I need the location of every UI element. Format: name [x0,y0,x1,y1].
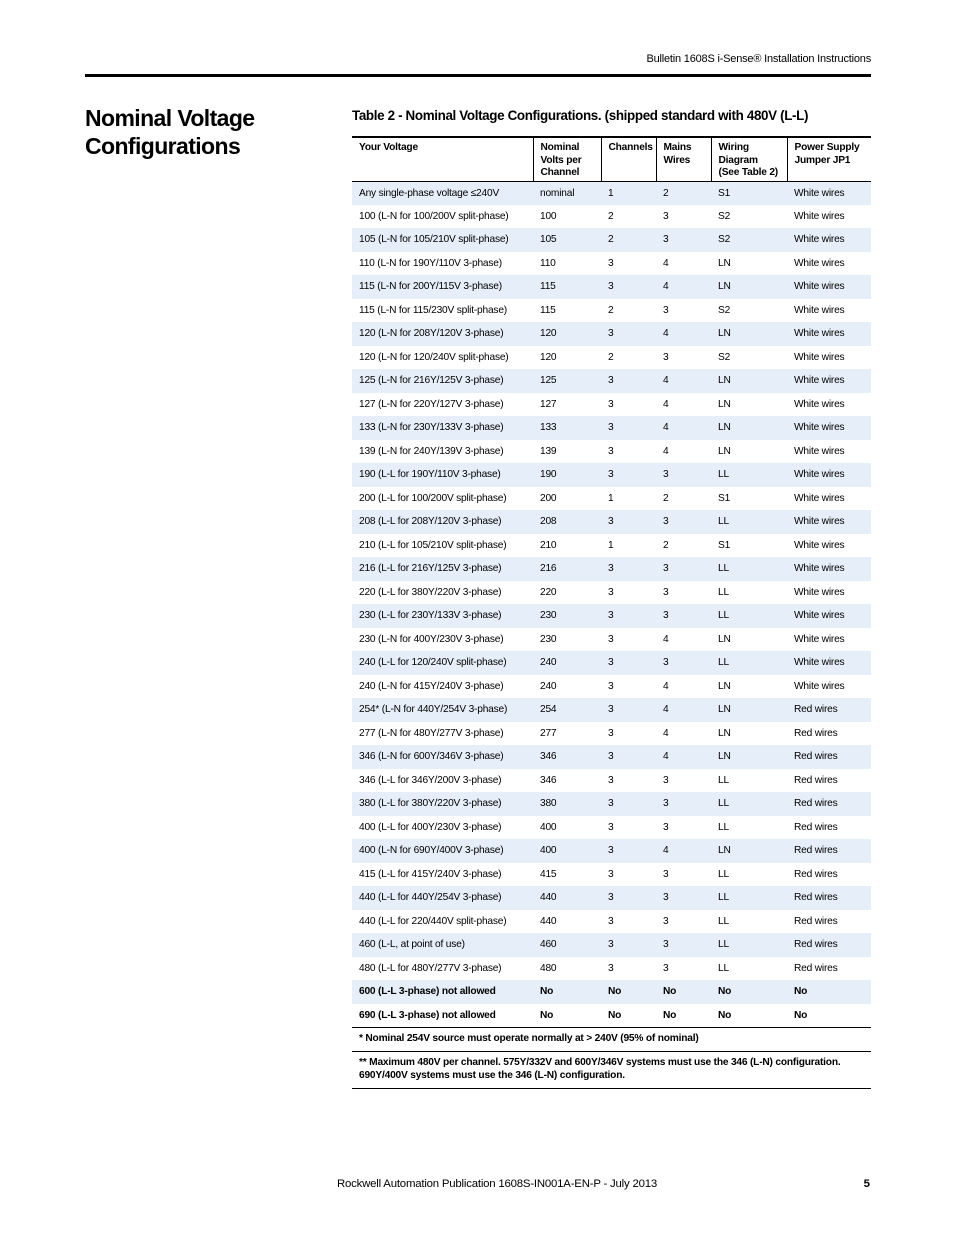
table-cell: 3 [656,604,711,628]
table-cell: 4 [663,398,669,410]
table-cell: Red wires [787,839,871,863]
table-cell: LL [711,557,787,581]
table-cell: 3 [601,886,656,910]
table-cell: 2 [663,492,669,504]
table-cell: 2 [601,228,656,252]
table-cell: White wires [787,181,871,205]
table-cell: White wires [794,633,845,645]
table-cell: 100 (L-N for 100/200V split-phase) [359,210,509,222]
table-cell: 3 [601,698,656,722]
table-cell: 216 [533,557,601,581]
table-cell: Red wires [787,792,871,816]
table-cell: 3 [601,369,656,393]
table-cell: 105 (L-N for 105/210V split-phase) [352,228,533,252]
table-cell: LN [718,727,731,739]
table-cell: 1 [608,492,614,504]
table-row [352,886,871,910]
table-row [352,440,871,464]
table-row [352,698,871,722]
table-cell: LN [711,275,787,299]
table-row [352,393,871,417]
table-row [352,205,871,229]
table-cell: LN [718,445,731,457]
table-cell: 230 (L-L for 230Y/133V 3-phase) [352,604,533,628]
table-cell: 120 [540,351,557,363]
table-row [352,369,871,393]
table-cell: 2 [608,351,614,363]
table-row [352,252,871,276]
table-caption: Table 2 - Nominal Voltage Configurations. (shipped standard with 480V (L-L) [352,108,809,123]
table-cell: 346 [540,774,557,786]
table-cell: White wires [794,492,845,504]
table-cell: Red wires [787,745,871,769]
table-cell: White wires [787,557,871,581]
table-cell: 3 [663,586,669,598]
table-cell: LL [711,651,787,675]
table-cell: 139 (L-N for 240Y/139V 3-phase) [359,445,504,457]
table-cell: LN [711,322,787,346]
table-cell: 3 [601,510,656,534]
table-body [352,181,871,1027]
column-header: Channels [601,137,656,181]
table-cell: 210 (L-L for 105/210V split-phase) [359,539,507,551]
table-cell: LN [711,698,787,722]
table-row [352,322,871,346]
table-footnote: * Nominal 254V source must operate normally at > 240V (95% of nominal) [352,1028,871,1053]
table-cell: 400 (L-L for 400Y/230V 3-phase) [359,821,502,833]
table-cell: 120 (L-N for 208Y/120V 3-phase) [352,322,533,346]
running-header: Bulletin 1608S i-Sense® Installation Instructions [646,53,871,65]
table-cell: 460 (L-L, at point of use) [352,933,533,957]
table-row [352,980,871,1004]
table-cell: 220 [540,586,557,598]
table-cell: 208 [533,510,601,534]
table-cell: S1 [718,492,731,504]
table-row [352,816,871,840]
table-cell: 3 [608,868,614,880]
table-cell: 4 [663,680,669,692]
table-cell: 127 (L-N for 220Y/127V 3-phase) [359,398,504,410]
table-cell: 480 [540,962,557,974]
table-cell: 254* (L-N for 440Y/254V 3-phase) [352,698,533,722]
table-cell: 3 [601,933,656,957]
table-cell: White wires [794,680,845,692]
table-row [352,275,871,299]
table-cell: No [601,980,656,1004]
table-cell: LL [711,463,787,487]
table-cell: 3 [663,774,669,786]
table-cell: 690 (L-L 3-phase) not allowed [352,1004,533,1028]
table-cell: 3 [601,275,656,299]
table-cell: 3 [663,210,669,222]
table-cell: 4 [656,275,711,299]
publication-footer: Rockwell Automation Publication 1608S-IN001A-EN-P - July 2013 [337,1178,657,1190]
table-cell: 3 [601,651,656,675]
table-cell: Red wires [787,933,871,957]
table-cell: 277 [540,727,557,739]
table-row [352,416,871,440]
table-row [352,181,871,205]
table-cell: 3 [601,557,656,581]
table-cell: Red wires [794,868,838,880]
table-cell: 200 (L-L for 100/200V split-phase) [359,492,507,504]
table-cell: LL [718,586,729,598]
table-cell: 110 [540,257,556,269]
table-cell: Red wires [794,727,838,739]
table-cell: Red wires [787,698,871,722]
table-cell: 115 (L-N for 115/230V split-phase) [359,304,507,316]
table-cell: S1 [718,539,731,551]
table-cell: LN [711,745,787,769]
table-cell: 115 [533,275,601,299]
table-cell: 440 [540,915,557,927]
table-cell: No [787,980,871,1004]
table-cell: No [533,1004,601,1028]
table-cell: 120 [533,322,601,346]
table-cell: White wires [787,463,871,487]
table-cell: 3 [656,651,711,675]
table-cell: 240 [533,651,601,675]
table-row [352,346,871,370]
table-cell: 230 [540,633,557,645]
table-cell: White wires [787,510,871,534]
table-cell: Red wires [794,774,838,786]
table-cell: 400 [533,839,601,863]
table-cell: 415 [540,868,557,880]
table-cell: 3 [608,821,614,833]
table-cell: 440 [533,886,601,910]
table-cell: 200 [540,492,557,504]
column-header: Mains Wires [656,137,711,181]
table-cell: 4 [656,698,711,722]
table-row [352,628,871,652]
table-cell: 3 [656,792,711,816]
table-cell: nominal [533,181,601,205]
table-cell: LL [718,774,729,786]
table-cell: S1 [711,181,787,205]
table-cell: LL [718,821,729,833]
table-cell: LN [711,416,787,440]
table-row [352,910,871,934]
table-cell: 133 [533,416,601,440]
table-cell: 220 (L-L for 380Y/220V 3-phase) [359,586,502,598]
table-cell: 600 (L-L 3-phase) not allowed [352,980,533,1004]
table-cell: LL [718,915,729,927]
table-cell: 3 [656,510,711,534]
table-cell: 460 [533,933,601,957]
table-cell: No [787,1004,871,1028]
table-cell: 139 [540,445,557,457]
table-cell: White wires [794,210,845,222]
table-cell: S2 [711,228,787,252]
table-cell: White wires [787,416,871,440]
table-cell: 210 [540,539,557,551]
table-cell: 230 (L-N for 400Y/230V 3-phase) [359,633,504,645]
table-cell: 3 [608,680,614,692]
table-cell: LN [718,680,731,692]
table-cell: White wires [787,322,871,346]
table-cell: LL [718,868,729,880]
table-cell: No [711,1004,787,1028]
table-cell: 190 (L-L for 190Y/110V 3-phase) [352,463,533,487]
column-header: Wiring Diagram (See Table 2) [711,137,787,181]
section-title: Nominal Voltage Configurations [85,105,255,159]
table-cell: No [711,980,787,1004]
column-header: Power Supply Jumper JP1 [787,137,871,181]
table-cell: 110 (L-N for 190Y/110V 3-phase) [359,257,502,269]
table-cell: White wires [787,651,871,675]
table-cell: 190 [533,463,601,487]
table-cell: 346 (L-L for 346Y/200V 3-phase) [359,774,502,786]
table-row [352,604,871,628]
table-cell: No [656,980,711,1004]
table-cell: White wires [787,275,871,299]
table-cell: LL [711,604,787,628]
table-cell: Red wires [794,915,838,927]
table-cell: 3 [663,962,669,974]
table-cell: LL [711,792,787,816]
table-cell: 346 [533,745,601,769]
table-cell: 2 [656,181,711,205]
table-cell: 216 (L-L for 216Y/125V 3-phase) [352,557,533,581]
table-cell: 2 [663,539,669,551]
table-cell: LN [718,257,731,269]
table-cell: 4 [656,745,711,769]
table-row [352,722,871,746]
table-cell: 277 (L-N for 480Y/277V 3-phase) [359,727,504,739]
voltage-config-table [352,136,871,1028]
table-cell: 3 [656,933,711,957]
table-cell: No [656,1004,711,1028]
table-row [352,933,871,957]
table-cell: 3 [608,633,614,645]
table-cell: 4 [656,369,711,393]
table-cell: White wires [794,586,845,598]
table-cell: 3 [663,915,669,927]
table-cell: 440 (L-L for 440Y/254V 3-phase) [352,886,533,910]
table-cell: 1 [601,181,656,205]
table-cell: 3 [608,727,614,739]
header-rule [85,74,871,77]
table-cell: 4 [663,445,669,457]
table-cell: 125 (L-N for 216Y/125V 3-phase) [352,369,533,393]
table-header-row [352,137,871,181]
page-number: 5 [863,1178,870,1190]
table-cell: 4 [656,322,711,346]
voltage-table-container [352,136,871,1089]
table-row [352,534,871,558]
table-cell: Red wires [787,886,871,910]
table-row [352,675,871,699]
table-cell: 240 [540,680,557,692]
table-cell: White wires [787,228,871,252]
table-cell: White wires [794,257,845,269]
table-cell: 3 [601,745,656,769]
table-cell: 3 [601,792,656,816]
table-cell: Red wires [794,962,838,974]
table-cell: 440 (L-L for 220/440V split-phase) [359,915,507,927]
table-cell: 120 (L-N for 120/240V split-phase) [359,351,509,363]
table-row [352,745,871,769]
table-cell: LN [718,398,731,410]
table-cell: 240 (L-L for 120/240V split-phase) [352,651,533,675]
table-row [352,957,871,981]
table-row [352,651,871,675]
table-cell: White wires [787,369,871,393]
table-cell: 3 [656,228,711,252]
table-row [352,769,871,793]
table-row [352,463,871,487]
table-cell: 3 [656,557,711,581]
table-cell: White wires [794,351,845,363]
table-cell: 415 (L-L for 415Y/240V 3-phase) [359,868,502,880]
table-cell: 380 [533,792,601,816]
table-cell: 3 [608,962,614,974]
table-cell: 3 [608,774,614,786]
table-row [352,863,871,887]
table-cell: LL [711,933,787,957]
table-cell: 240 (L-N for 415Y/240V 3-phase) [359,680,504,692]
table-cell: LN [718,633,731,645]
table-cell: 127 [540,398,557,410]
table-cell: LN [711,369,787,393]
table-cell: 254 [533,698,601,722]
table-cell: 3 [601,416,656,440]
table-cell: 3 [608,586,614,598]
table-cell: 208 (L-L for 208Y/120V 3-phase) [352,510,533,534]
table-cell: 3 [608,915,614,927]
table-cell: 346 (L-N for 600Y/346V 3-phase) [352,745,533,769]
table-cell: 400 (L-N for 690Y/400V 3-phase) [352,839,533,863]
table-cell: 4 [663,727,669,739]
table-row [352,792,871,816]
table-cell: 230 [533,604,601,628]
table-cell: 3 [601,604,656,628]
table-cell: LL [711,510,787,534]
table-cell: 3 [601,463,656,487]
table-cell: 4 [656,839,711,863]
table-cell: 3 [656,886,711,910]
table-cell: 3 [601,839,656,863]
table-cell: White wires [787,604,871,628]
table-cell: 3 [663,304,669,316]
table-row [352,1004,871,1028]
column-header: Your Voltage [352,137,533,181]
table-cell: 115 (L-N for 200Y/115V 3-phase) [352,275,533,299]
table-cell: 125 [533,369,601,393]
table-row [352,299,871,323]
table-cell: 100 [540,210,557,222]
table-footnote: ** Maximum 480V per channel. 575Y/332V and 600Y/346V systems must use the 346 (L-N) configuration. 690Y/400V systems must use the 346 (L-N) configuration. [352,1052,871,1089]
table-cell: White wires [794,398,845,410]
table-cell: Any single-phase voltage ≤240V [352,181,533,205]
table-row [352,487,871,511]
table-cell: 2 [608,304,614,316]
table-cell: 400 [540,821,557,833]
table-row [352,839,871,863]
table-cell: LL [711,886,787,910]
column-header: Nominal Volts per Channel [533,137,601,181]
table-cell: 1 [608,539,614,551]
table-cell: 4 [656,416,711,440]
table-cell: 3 [663,868,669,880]
table-cell: 3 [601,322,656,346]
table-cell: 4 [663,257,669,269]
table-cell: LN [711,839,787,863]
table-cell: Red wires [794,821,838,833]
table-cell: 4 [663,633,669,645]
table-cell: 3 [663,351,669,363]
table-cell: 3 [663,821,669,833]
table-cell: 105 [533,228,601,252]
table-cell: No [533,980,601,1004]
table-cell: No [601,1004,656,1028]
table-cell: 3 [608,445,614,457]
table-cell: 115 [540,304,556,316]
table-cell: 133 (L-N for 230Y/133V 3-phase) [352,416,533,440]
table-cell: S2 [718,304,731,316]
table-cell: 380 (L-L for 380Y/220V 3-phase) [352,792,533,816]
table-cell: 3 [608,257,614,269]
table-notes [352,1028,871,1090]
table-cell: 3 [608,398,614,410]
table-cell: White wires [794,445,845,457]
table-row [352,228,871,252]
table-cell: White wires [794,539,845,551]
table-cell: 3 [656,463,711,487]
table-cell: LL [718,962,729,974]
table-cell: S2 [718,210,731,222]
table-row [352,581,871,605]
table-cell: 2 [608,210,614,222]
table-cell: 480 (L-L for 480Y/277V 3-phase) [359,962,502,974]
table-row [352,557,871,581]
table-cell: S2 [718,351,731,363]
table-cell: White wires [794,304,845,316]
table-row [352,510,871,534]
